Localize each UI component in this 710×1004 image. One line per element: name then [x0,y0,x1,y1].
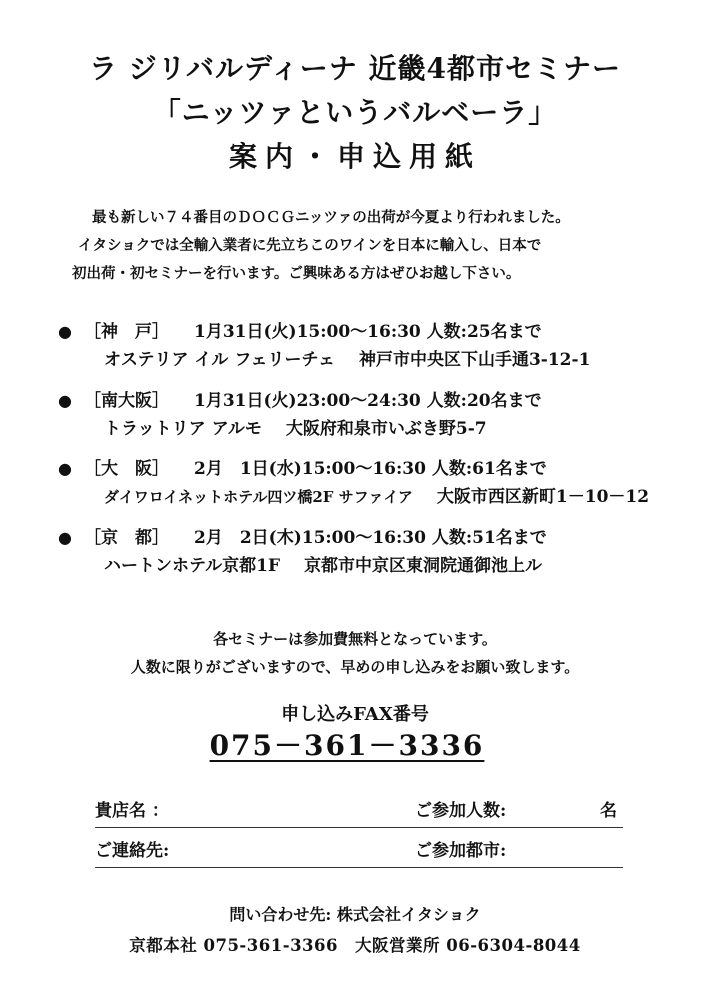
event-datetime: 1月31日(火)23:00～24:30 人数:20名まで [194,391,542,411]
intro-line-2: イタショクでは全輸入業者に先立ちこのワインを日本に輸入し、日本で [78,237,542,254]
event-address: 神戸市中央区下山手通3-12-1 [358,350,591,370]
form-row-contact [95,833,623,868]
event-minami-osaka [58,387,688,443]
bullet-icon: ● [58,459,72,478]
event-city: ［京 都］ [84,528,169,548]
event-venue: ハートンホテル京都1F [104,556,281,576]
store-name-label: 貴店名 ： [95,801,169,821]
intro-line-3: 初出荷・初セミナーを行います。ご興味ある方はぜひお越し下さい。 [72,265,521,282]
attendees-unit: 名 [600,801,617,821]
city-label: ご参加都市: [415,841,507,861]
intro-paragraph [0,204,710,288]
event-datetime: 2月 1日(水)15:00～16:30 人数:61名まで [194,459,547,479]
fax-number [0,724,694,764]
event-address: 大阪市西区新町1－10－12 [436,487,650,507]
event-kobe [58,318,688,374]
event-venue: オステリア イル フェリーチェ [104,350,335,370]
notice-line-1: 各セミナーは参加費無料となっています。 [213,630,497,648]
title-line-1: ラ ジリバルディーナ 近畿4都市セミナー [89,52,621,85]
event-venue: トラットリア アルモ [104,419,262,439]
event-datetime: 1月31日(火)15:00～16:30 人数:25名まで [194,322,542,342]
event-city: ［南大阪］ [84,391,169,411]
bullet-icon: ● [58,322,72,341]
fax-number-text: 075－361－3336 [209,729,485,762]
contact-phones: 京都本社 075-361-3366 大阪営業所 06-6304-8044 [129,936,581,955]
attendees-label: ご参加人数: [415,801,507,821]
event-address: 京都市中京区東洞院通御池上ル [304,556,543,576]
form-row-store [95,793,623,828]
title-line-3: 案内・申込用紙 [228,140,481,173]
contact-company: 問い合わせ先: 株式会社イタショク [229,905,481,924]
event-city: ［大 阪］ [84,459,169,479]
event-venue: ダイワロイネットホテル四ツ橋2F サファイア [104,488,413,506]
bullet-icon: ● [58,391,72,410]
contact-label: ご連絡先: [95,841,170,861]
bullet-icon: ● [58,528,72,547]
fax-label: 申し込みFAX番号 [281,704,429,725]
event-city: ［神 戸］ [84,322,169,342]
intro-line-1: 最も新しい７４番目のＤＯＣＧニッツァの出荷が今夏より行われました。 [92,209,570,226]
notice-line-2: 人数に限りがございますので、早めの申し込みをお願い致します。 [130,658,580,676]
event-address: 大阪府和泉市いぶき野5-7 [285,419,487,439]
event-datetime: 2月 2日(木)15:00～16:30 人数:51名まで [194,528,547,548]
event-kyoto [58,524,688,580]
event-osaka [58,455,688,511]
title-line-2: 「ニッツァというバルベーラ」 [152,96,558,129]
